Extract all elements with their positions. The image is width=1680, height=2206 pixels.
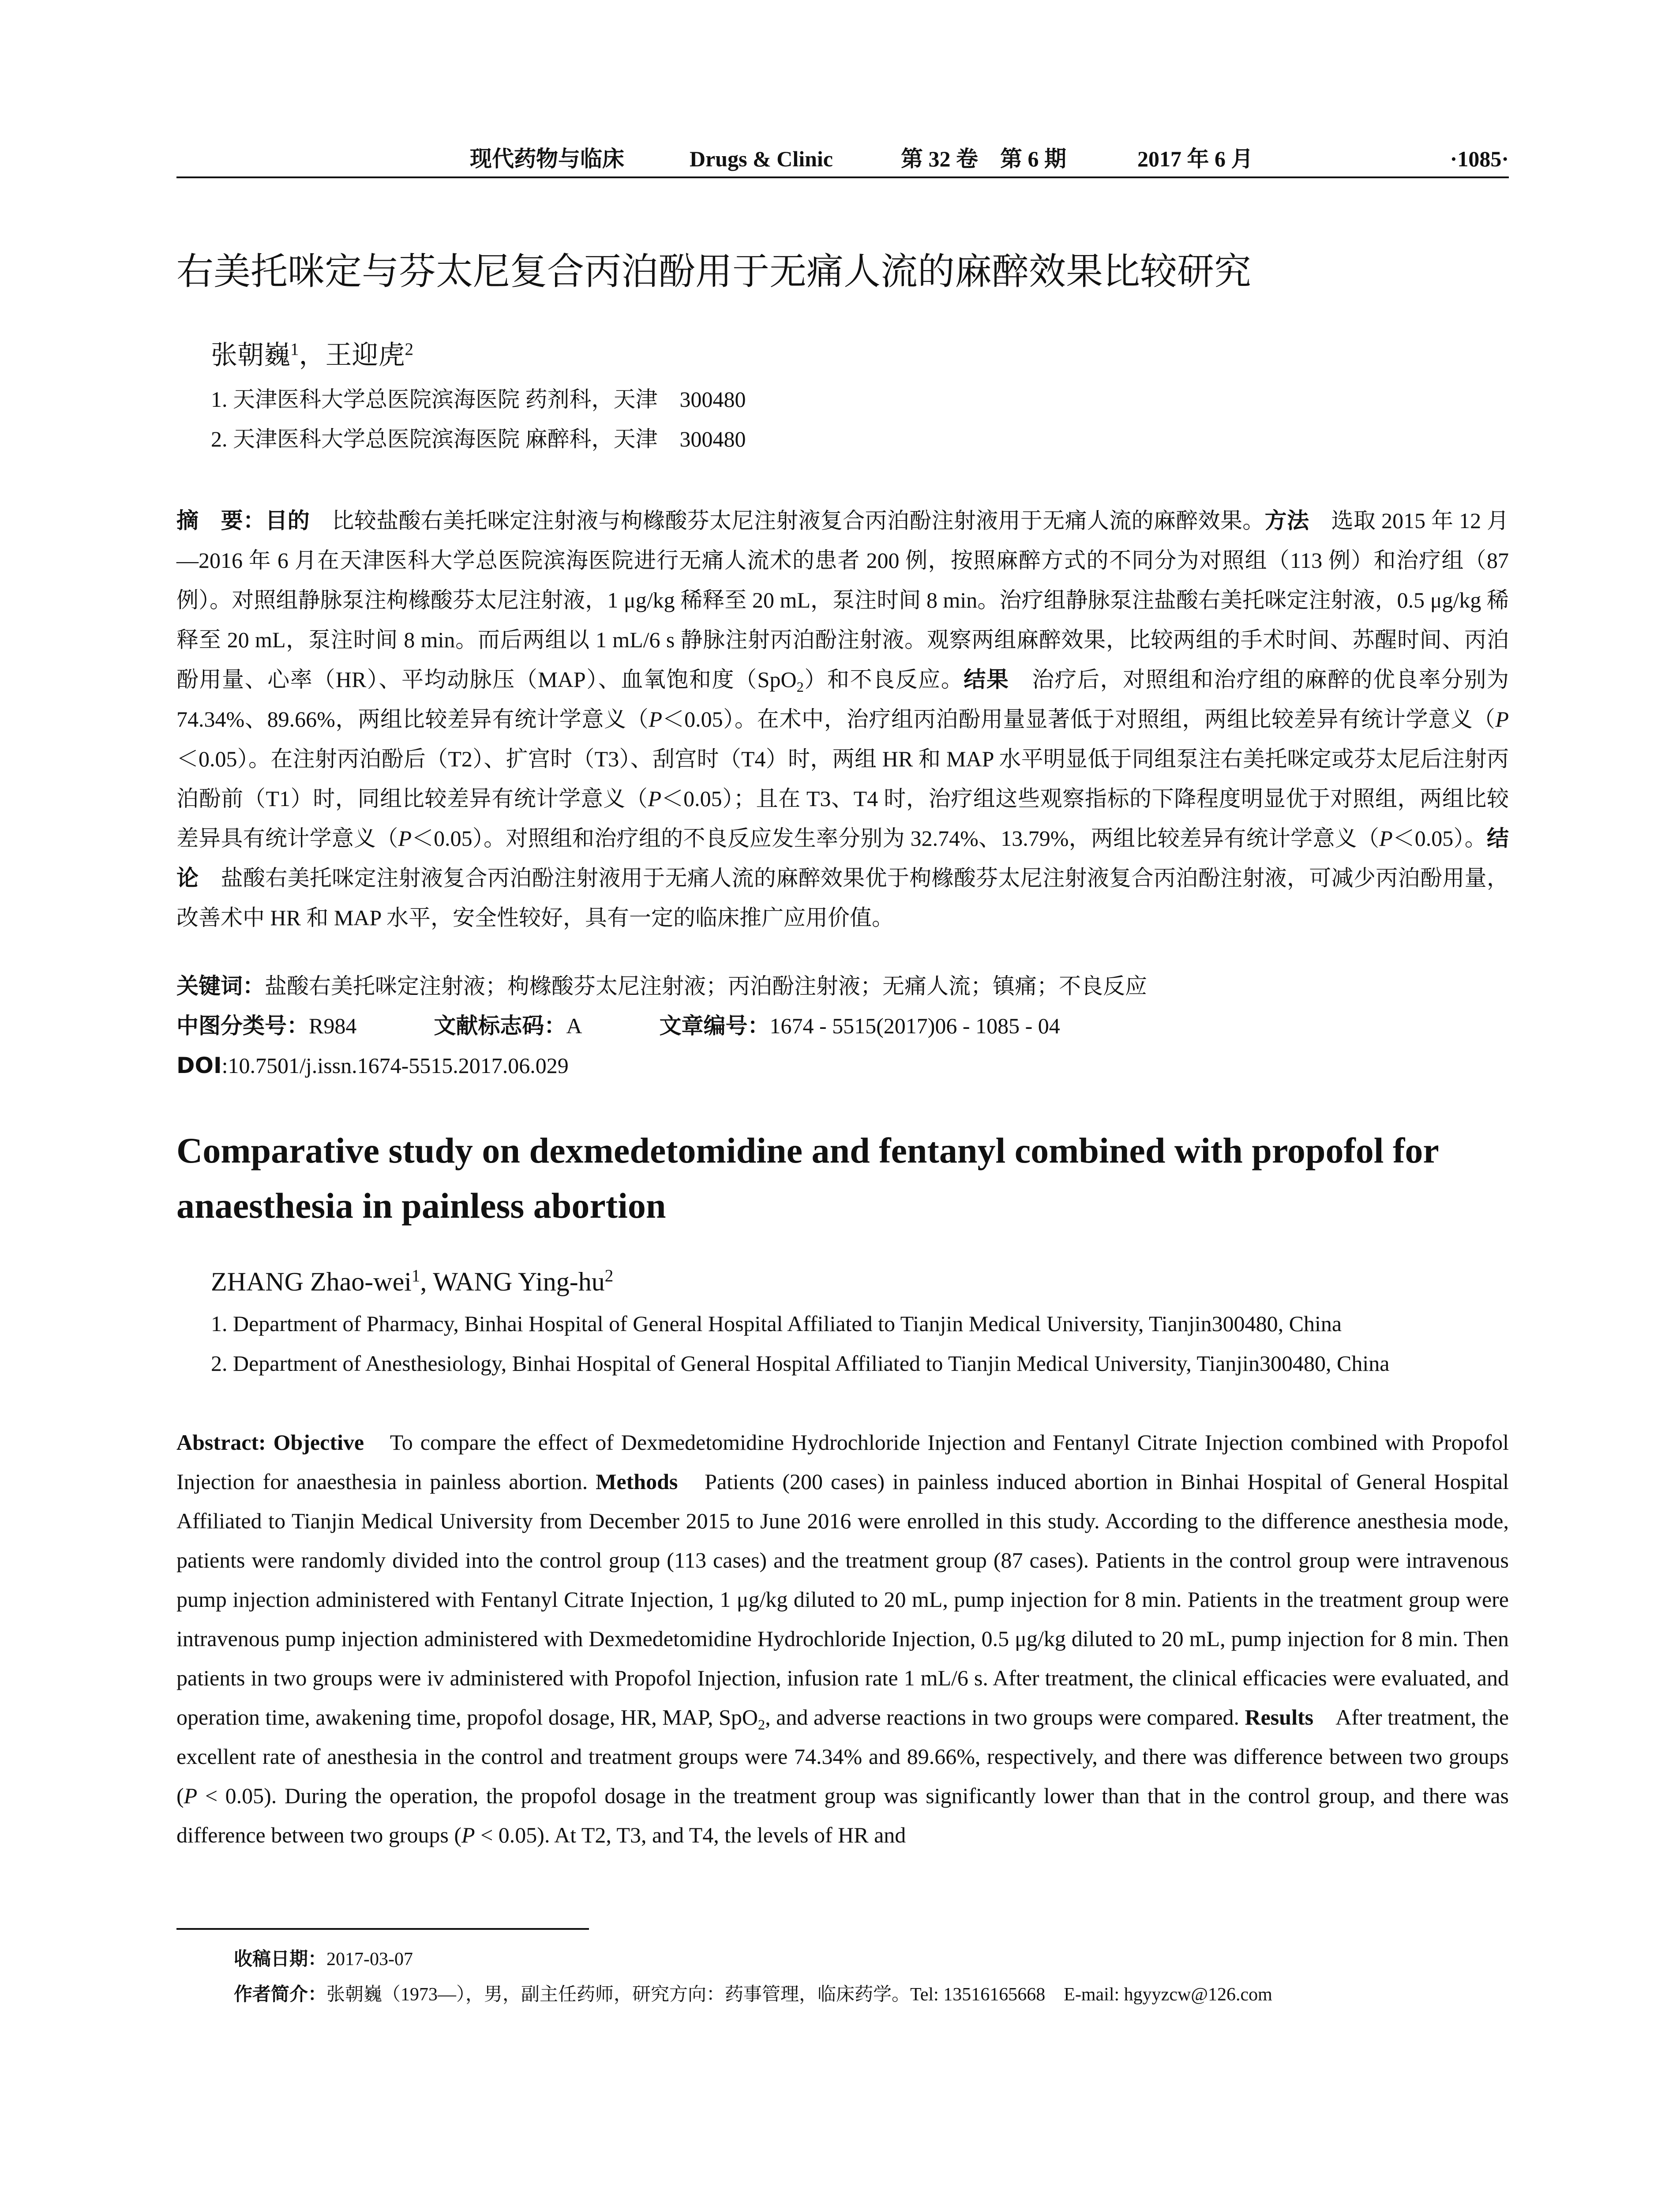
affiliation-1-en: 1. Department of Pharmacy, Binhai Hospital of General Hospital Affiliated to Tianjin Medical University, Tianjin300480, China bbox=[211, 1311, 1342, 1336]
title-cn: 右美托咪定与芬太尼复合丙泊酚用于无痛人流的麻醉效果比较研究 bbox=[176, 250, 1252, 293]
authors-cn bbox=[211, 338, 413, 373]
author-bio-note bbox=[234, 1981, 1272, 2008]
p-value-symbol: P bbox=[398, 826, 412, 851]
methods-text-cn: 选取 2015 年 12 月—2016 年 6 月在天津医科大学总医院滨海医院进行无痛人流术的患者 200 例，按照麻醉方式的不同分为对照组（113 例）和治疗组（87 例）。对照组静脉泵注枸橼酸芬太尼注射液，1 μg/kg 稀释至 20 mL，泵注时间 8 min。治疗组静脉泵注盐酸右美托咪定注射液，0.5 μg/kg 稀释至 20 mL，泵注时间 8 min。而后两组以 1 mL/6 s 静脉注射丙泊酚注射液。观察两组麻醉效果，比较两组的手术时间、苏醒时间、丙泊酚用量、心率（HR）、平均动脉压（MAP）、血氧饱和度（SpO bbox=[176, 508, 1509, 692]
abstract-label-cn: 摘 要： bbox=[176, 508, 266, 533]
affiliation-1-cn: 1. 天津医科大学总医院滨海医院 药剂科，天津 300480 bbox=[211, 387, 746, 412]
results-text-en-2: < 0.05). During the operation, the propofol dosage in the treatment group was significantly lower than that in the control group, and there was difference between two groups ( bbox=[176, 1783, 1509, 1847]
methods-text-en: Patients (200 cases) in painless induced abortion in Binhai Hospital of General Hospital Affiliated to Tianjin Medical University from December 2015 to June 2016 were enrolled in this study. According to the difference anesthesia mode, patients were randomly divided into the control group (113 cases) and the treatment group (87 cases). Patients in the control group were intravenous pump injection administered with Fentanyl Citrate Injection, 1 μg/kg diluted to 20 mL, pump injection for 8 min. Patients in the treatment group were intravenous pump injection administered with Dexmedetomidine Hydrochloride Injection, 0.5 μg/kg diluted to 20 mL, pump injection for 8 min. Then patients in two groups were iv administered with Propofol Injection, infusion rate 1 mL/6 s. After treatment, the clinical efficacies were evaluated, and operation time, awakening time, propofol dosage, HR, MAP, SpO bbox=[176, 1469, 1509, 1730]
abstract-cn bbox=[176, 501, 1509, 938]
title-en: Comparative study on dexmedetomidine and fentanyl combined with propofol for anaesthesia in painless abortion bbox=[176, 1130, 1439, 1226]
article-number: 1674 - 5515(2017)06 - 1085 - 04 bbox=[769, 1013, 1060, 1038]
results-text-cn-1: 治疗后，对照组和治疗组的麻醉的优良率分别为 74.34%、89.66%，两组比较差异有统计学意义（ bbox=[176, 667, 1509, 732]
doi-line bbox=[176, 1048, 569, 1083]
clc-number: R984 bbox=[309, 1013, 357, 1038]
conclusion-label-cn: 结论 bbox=[176, 825, 1509, 891]
received-date-label: 收稿日期： bbox=[234, 1948, 327, 1970]
objective-text-cn: 比较盐酸右美托咪定注射液与枸橼酸芬太尼注射液复合丙泊酚注射液用于无痛人流的麻醉效果。 bbox=[310, 508, 1265, 533]
results-text-cn-3: ＜0.05）。在注射丙泊酚后（T2）、扩宫时（T3）、刮宫时（T4）时，两组 HR 和 MAP 水平明显低于同组泵注右美托咪定或芬太尼后注射丙泊酚前（T1）时，同组比较差异有统计学意义（ bbox=[176, 747, 1509, 811]
abstract-en bbox=[176, 1423, 1509, 1855]
doi-value: :10.7501/j.issn.1674-5515.2017.06.029 bbox=[221, 1053, 569, 1078]
methods-text-cn-cont: ）和不良反应。 bbox=[803, 667, 964, 692]
methods-label-en: Methods bbox=[596, 1469, 678, 1494]
author-separator-en: , bbox=[420, 1267, 433, 1296]
doi-label: DOI bbox=[176, 1053, 222, 1078]
document-code-label: 文献标志码： bbox=[434, 1013, 566, 1039]
author-bio-label: 作者简介： bbox=[234, 1983, 327, 2005]
results-text-cn-6: ＜0.05）。 bbox=[1392, 826, 1487, 851]
p-value-symbol: P bbox=[649, 707, 663, 732]
keywords-label: 关键词： bbox=[176, 973, 265, 999]
p-value-symbol-en: P bbox=[461, 1823, 475, 1847]
author-1-affiliation-mark: 1 bbox=[290, 340, 299, 359]
author-2-en: WANG Ying-hu bbox=[433, 1267, 605, 1296]
author-bio: 张朝巍（1973—），男，副主任药师，研究方向：药事管理，临床药学。Tel: 13516165668 E-mail: hgyyzcw@126.com bbox=[326, 1985, 1272, 2005]
document-code: A bbox=[566, 1013, 582, 1038]
page-number: ·1085· bbox=[1450, 146, 1509, 171]
results-label-en: Results bbox=[1245, 1705, 1314, 1730]
methods-label-cn: 方法 bbox=[1264, 508, 1309, 533]
clc-label: 中图分类号： bbox=[176, 1013, 309, 1039]
author-2-affiliation-mark: 2 bbox=[405, 340, 413, 359]
results-label-cn: 结果 bbox=[964, 667, 1009, 692]
running-header bbox=[176, 143, 1509, 174]
author-2-cn: 王迎虎 bbox=[325, 341, 405, 370]
received-date: 2017-03-07 bbox=[326, 1949, 413, 1970]
affiliation-2-cn: 2. 天津医科大学总医院滨海医院 麻醉科，天津 300480 bbox=[211, 427, 746, 451]
results-text-cn-5: ＜0.05）。对照组和治疗组的不良反应发生率分别为 32.74%、13.79%，两组比较差异有统计学意义（ bbox=[412, 826, 1380, 851]
footnote-rule bbox=[176, 1928, 589, 1930]
spo2-subscript-cn: 2 bbox=[796, 679, 804, 695]
classification-line bbox=[176, 1008, 1060, 1043]
author-1-affiliation-mark-en: 1 bbox=[411, 1266, 420, 1285]
author-separator: ， bbox=[299, 341, 326, 370]
objective-label-en: Objective bbox=[273, 1430, 364, 1455]
keywords-value: 盐酸右美托咪定注射液；枸橼酸芬太尼注射液；丙泊酚注射液；无痛人流；镇痛；不良反应 bbox=[265, 974, 1147, 998]
objective-label-cn: 目的 bbox=[265, 508, 310, 533]
methods-text-en-cont: , and adverse reactions in two groups were compared. bbox=[765, 1705, 1239, 1730]
results-text-cn-4: ＜0.05）；且在 T3、T4 时，治疗组这些观察指标的下降程度明显优于对照组，两组比较差异具有统计学意义（ bbox=[176, 786, 1509, 851]
p-value-symbol: P bbox=[1379, 826, 1393, 851]
results-text-en-1: After treatment, the excellent rate of anesthesia in the control and treatment groups were 74.34% and 89.66%, respectively, and there was difference between two groups ( bbox=[176, 1705, 1509, 1808]
journal-name-cn: 现代药物与临床 bbox=[470, 146, 624, 171]
issue-date: 2017 年 6 月 bbox=[1137, 146, 1253, 171]
author-1-cn: 张朝巍 bbox=[211, 341, 290, 370]
journal-name-en: Drugs & Clinic bbox=[690, 146, 833, 171]
header-rule bbox=[176, 176, 1509, 178]
conclusion-text-cn: 盐酸右美托咪定注射液复合丙泊酚注射液用于无痛人流的麻醉效果优于枸橼酸芬太尼注射液复合丙泊酚注射液，可减少丙泊酚用量，改善术中 HR 和 MAP 水平，安全性较好，具有一定的临床推广应用价值。 bbox=[176, 866, 1509, 930]
received-date-note bbox=[234, 1946, 413, 1973]
objective-text-en: To compare the effect of Dexmedetomidine Hydrochloride Injection and Fentanyl Citrate Injection combined with Propofol Injection for anaesthesia in painless abortion. bbox=[176, 1430, 1509, 1494]
article-number-label: 文章编号： bbox=[659, 1013, 770, 1039]
author-2-affiliation-mark-en: 2 bbox=[604, 1266, 614, 1285]
results-text-en-3: < 0.05). At T2, T3, and T4, the levels of HR and bbox=[475, 1823, 906, 1847]
keywords-cn bbox=[176, 968, 1147, 1004]
p-value-symbol: P bbox=[1495, 707, 1509, 732]
p-value-symbol: P bbox=[648, 786, 662, 811]
authors-en bbox=[211, 1264, 613, 1299]
spo2-subscript-en: 2 bbox=[758, 1717, 765, 1733]
results-text-cn-2: ＜0.05）。在术中，治疗组丙泊酚用量显著低于对照组，两组比较差异有统计学意义（ bbox=[662, 707, 1496, 732]
affiliation-2-en: 2. Department of Anesthesiology, Binhai Hospital of General Hospital Affiliated to Tianjin Medical University, Tianjin300480, China bbox=[211, 1351, 1390, 1376]
p-value-symbol-en: P bbox=[184, 1783, 198, 1808]
author-1-en: ZHANG Zhao-wei bbox=[211, 1267, 412, 1296]
abstract-label-en: Abstract: bbox=[176, 1430, 266, 1455]
volume-issue: 第 32 卷 第 6 期 bbox=[901, 146, 1066, 171]
